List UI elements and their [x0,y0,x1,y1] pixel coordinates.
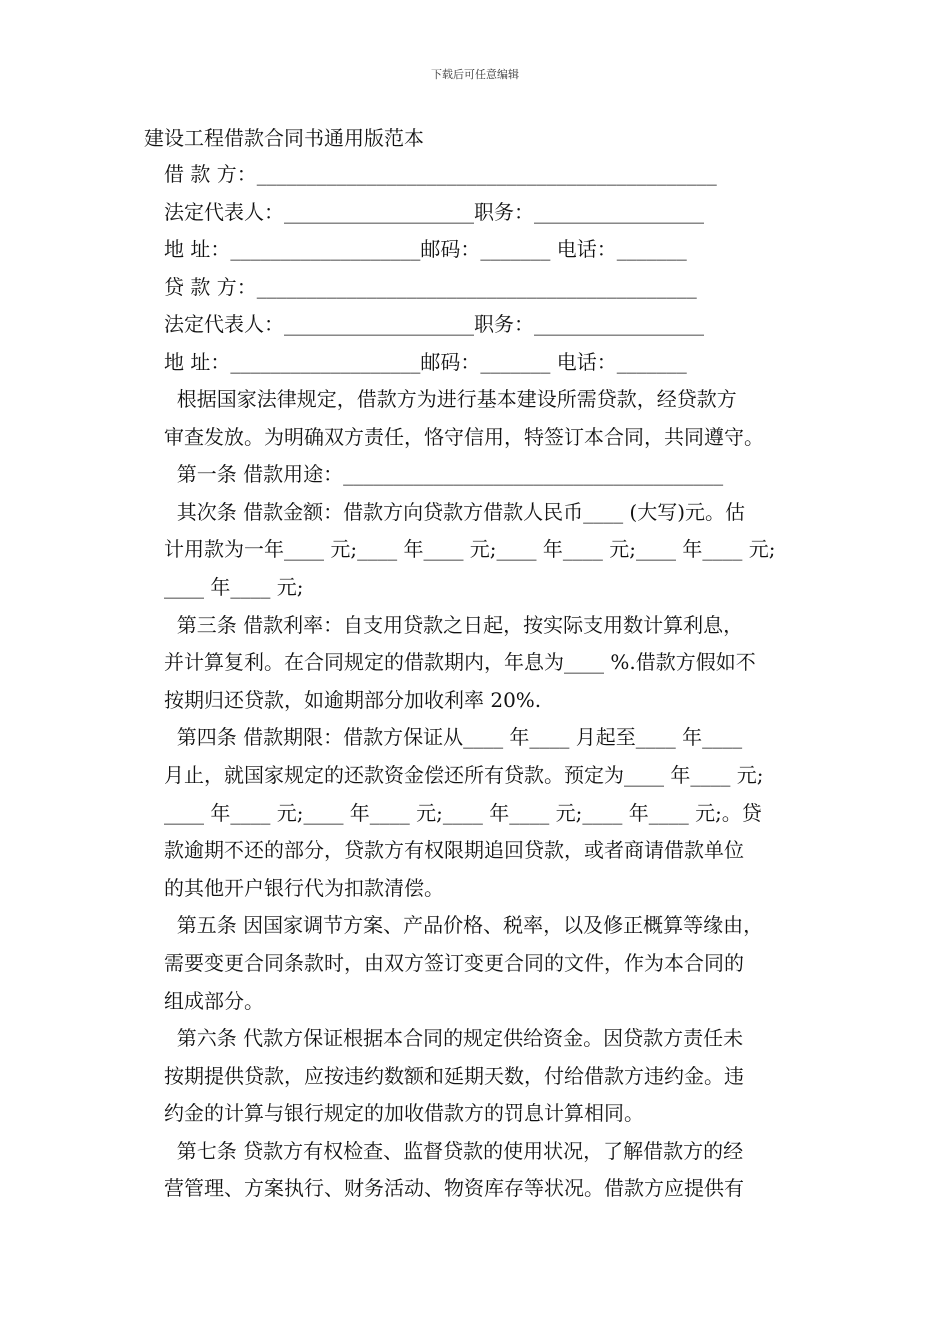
lender-line: 贷 款 方：____________________________________________ [164,274,697,299]
paragraph-line: 的其他开户银行代为扣款清偿。 [164,875,444,900]
lender-representative-line: 法定代表人：___________________职务：_________________ [164,312,704,336]
paragraph-line: 约金的计算与银行规定的加收借款方的罚息计算相同。 [164,1101,644,1126]
borrower-line: 借 款 方：______________________________________________ [164,162,717,186]
paragraph-line: 第一条 借款用途：______________________________________ [164,462,724,487]
paragraph-line: 营管理、方案执行、财务活动、物资库存等状况。借款方应提供有 [164,1176,744,1201]
paragraph-line: 根据国家法律规定，借款方为进行基本建设所需贷款，经贷款方 [164,387,737,411]
paragraph-line: 第四条 借款期限：借款方保证从____ 年____ 月起至____ 年____ [164,725,743,750]
clause-1 [144,456,814,494]
clause-3 [144,607,814,720]
paragraph-line: 组成部分。 [164,988,264,1013]
paragraph-line: 审查发放。为明确双方责任，恪守信用，特签订本合同，共同遵守。 [164,424,764,449]
borrower-address-line: 地 址：___________________邮码：_______ 电话：_______ [164,237,687,261]
clause-6 [144,1020,814,1133]
paragraph-line: ____ 年____ 元;____ 年____ 元;____ 年____ 元;____ 年____ 元;。贷 [164,800,762,825]
paragraph-line: 并计算复利。在合同规定的借款期内，年息为____ %.借款方假如不 [164,650,756,675]
paragraph-line: 按期提供贷款，应按违约数额和延期天数，付给借款方违约金。违 [164,1063,744,1088]
paragraph-line: 月止，就国家规定的还款资金偿还所有贷款。预定为____ 年____ 元; [164,762,764,787]
party-info-block [144,156,814,381]
clause-5 [144,907,814,1020]
clause-2 [144,494,814,607]
clause-7 [144,1133,814,1208]
paragraph-line: ____ 年____ 元; [164,574,304,599]
paragraph-line: 第五条 因国家调节方案、产品价格、税率，以及修正概算等缘由， [164,913,764,938]
document-body [144,120,814,1208]
paragraph-line: 其次条 借款金额：借款方向贷款方借款人民币____ (大写)元。估 [164,499,746,524]
paragraph-line: 按期归还贷款，如逾期部分加收利率 20%. [164,687,542,712]
document-title: 建设工程借款合同书通用版范本 [144,126,424,150]
paragraph-line: 第六条 代款方保证根据本合同的规定供给资金。因贷款方责任未 [164,1026,744,1051]
preamble-paragraph [144,381,814,456]
paragraph-line: 第七条 贷款方有权检查、监督贷款的使用状况，了解借款方的经 [164,1138,744,1163]
clauses [144,381,814,1208]
borrower-representative-line: 法定代表人：___________________职务：_________________ [164,199,704,224]
clause-4 [144,719,814,907]
paragraph-line: 第三条 借款利率：自支用贷款之日起，按实际支用数计算利息， [164,612,744,637]
paragraph-line: 计用款为一年____ 元;____ 年____ 元;____ 年____ 元;____ 年____ 元; [164,537,776,562]
paragraph-line: 需要变更合同条款时，由双方签订变更合同的文件，作为本合同的 [164,950,744,975]
paragraph-line: 款逾期不还的部分，贷款方有权限期追回贷款，或者商请借款单位 [164,838,744,863]
page-header: 下载后可任意编辑 [431,68,519,81]
lender-address-line: 地 址：___________________邮码：_______ 电话：_______ [164,349,687,374]
